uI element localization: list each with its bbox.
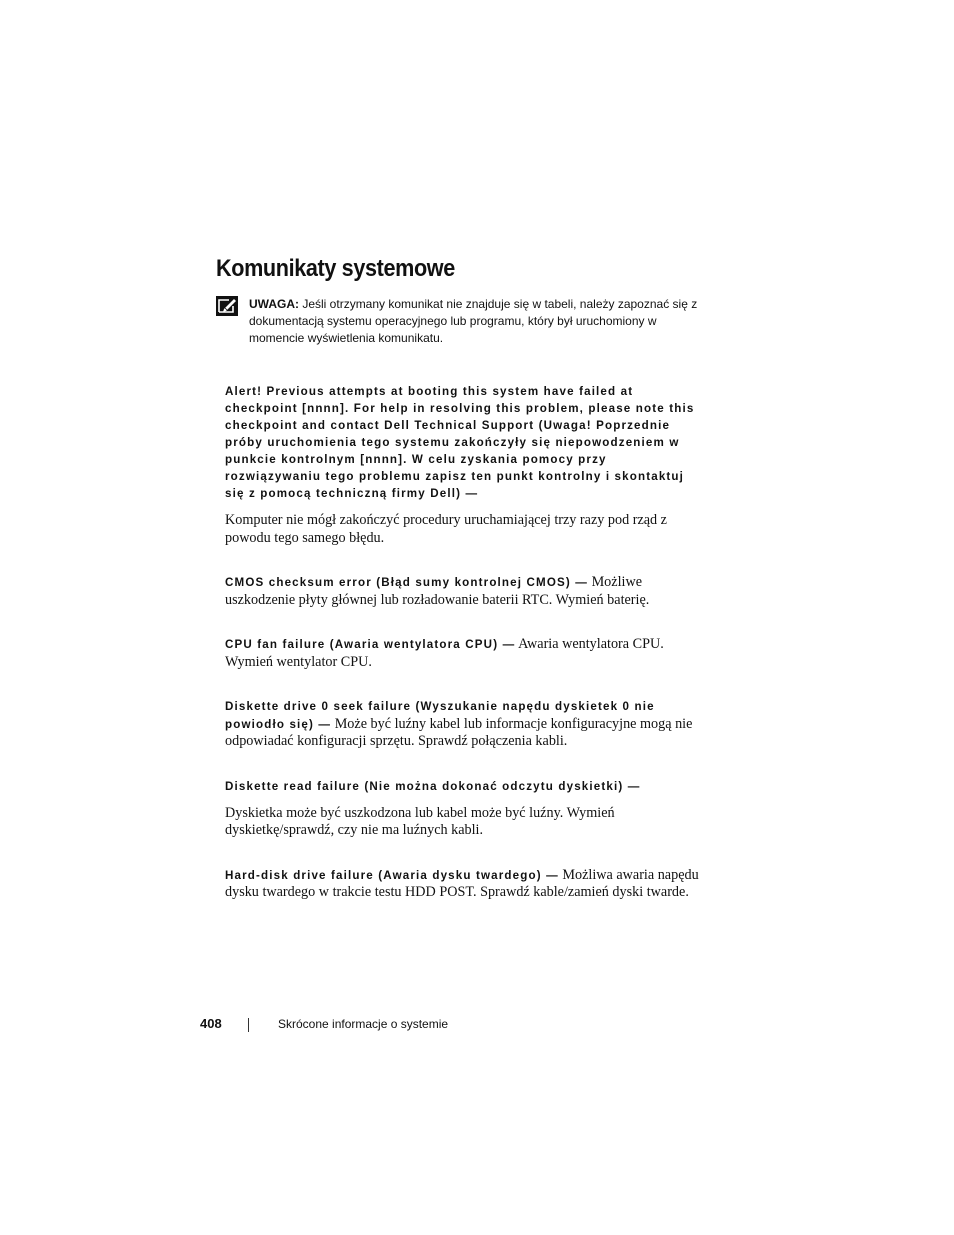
note-pencil-icon [216, 296, 238, 316]
message-entry [225, 698, 707, 751]
message-term: Hard-disk drive failure (Awaria dysku twardego) — [225, 868, 559, 882]
message-description: Komputer nie mógł zakończyć procedury uruchamiającej trzy razy pod rząd z powodu tego samego błędu. [225, 512, 667, 546]
message-description: Może być luźny kabel lub informacje konfiguracyjne mogą nie odpowiadać konfiguracji sprzętu. Sprawdź połączenia kabli. [225, 715, 693, 749]
note-label: UWAGA: [249, 297, 299, 311]
footer-separator [248, 1018, 249, 1032]
message-entry [225, 383, 707, 547]
message-entry [225, 636, 707, 671]
message-description: Możliwe uszkodzenie płyty głównej lub rozładowanie baterii RTC. Wymień baterię. [225, 574, 650, 608]
message-description: Możliwa awaria napędu dysku twardego w trakcie testu HDD POST. Sprawdź kable/zamień dyski twarde. [225, 866, 699, 900]
page-title: Komunikaty systemowe [216, 255, 455, 282]
message-term: Diskette read failure (Nie można dokonać odczytu dyskietki) — [225, 779, 641, 793]
message-term: Alert! Previous attempts at booting this system have failed at checkpoint [nnnn]. For help in resolving this problem, please note this checkpoint and contact Dell Technical Support (Uwaga! Poprzednie próby uruchomienia tego systemu zakończyły się niepowodzeniem w punkcie kontrolnym [nnnn]. W celu zyskania pomocy przy rozwiązywaniu tego problemu zapisz ten punkt kontrolny i skontaktuj się z pomocą techniczną firmy Dell) — [225, 385, 695, 500]
note-box [249, 296, 699, 347]
message-entry [225, 574, 707, 609]
note-text: Jeśli otrzymany komunikat nie znajduje się w tabeli, należy zapoznać się z dokumentacją systemu operacyjnego lub programu, który był uruchomiony w momencie wyświetlenia komunikatu. [249, 297, 698, 345]
page-number: 408 [200, 1016, 222, 1031]
message-entry [225, 867, 707, 902]
message-description: Awaria wentylatora CPU. Wymień wentylator CPU. [225, 636, 664, 670]
message-list [225, 383, 707, 902]
message-description: Dyskietka może być uszkodzona lub kabel może być luźny. Wymień dyskietkę/sprawdź, czy nie ma luźnych kabli. [225, 804, 615, 838]
message-term: CMOS checksum error (Błąd sumy kontrolnej CMOS) — [225, 576, 589, 589]
message-term: CPU fan failure (Awaria wentylatora CPU) — [225, 638, 516, 651]
message-entry [225, 778, 707, 840]
message-term: Diskette drive 0 seek failure (Wyszukanie napędu dyskietek 0 nie powiodło się) — [225, 700, 655, 731]
footer-section-title: Skrócone informacje o systemie [278, 1017, 449, 1031]
